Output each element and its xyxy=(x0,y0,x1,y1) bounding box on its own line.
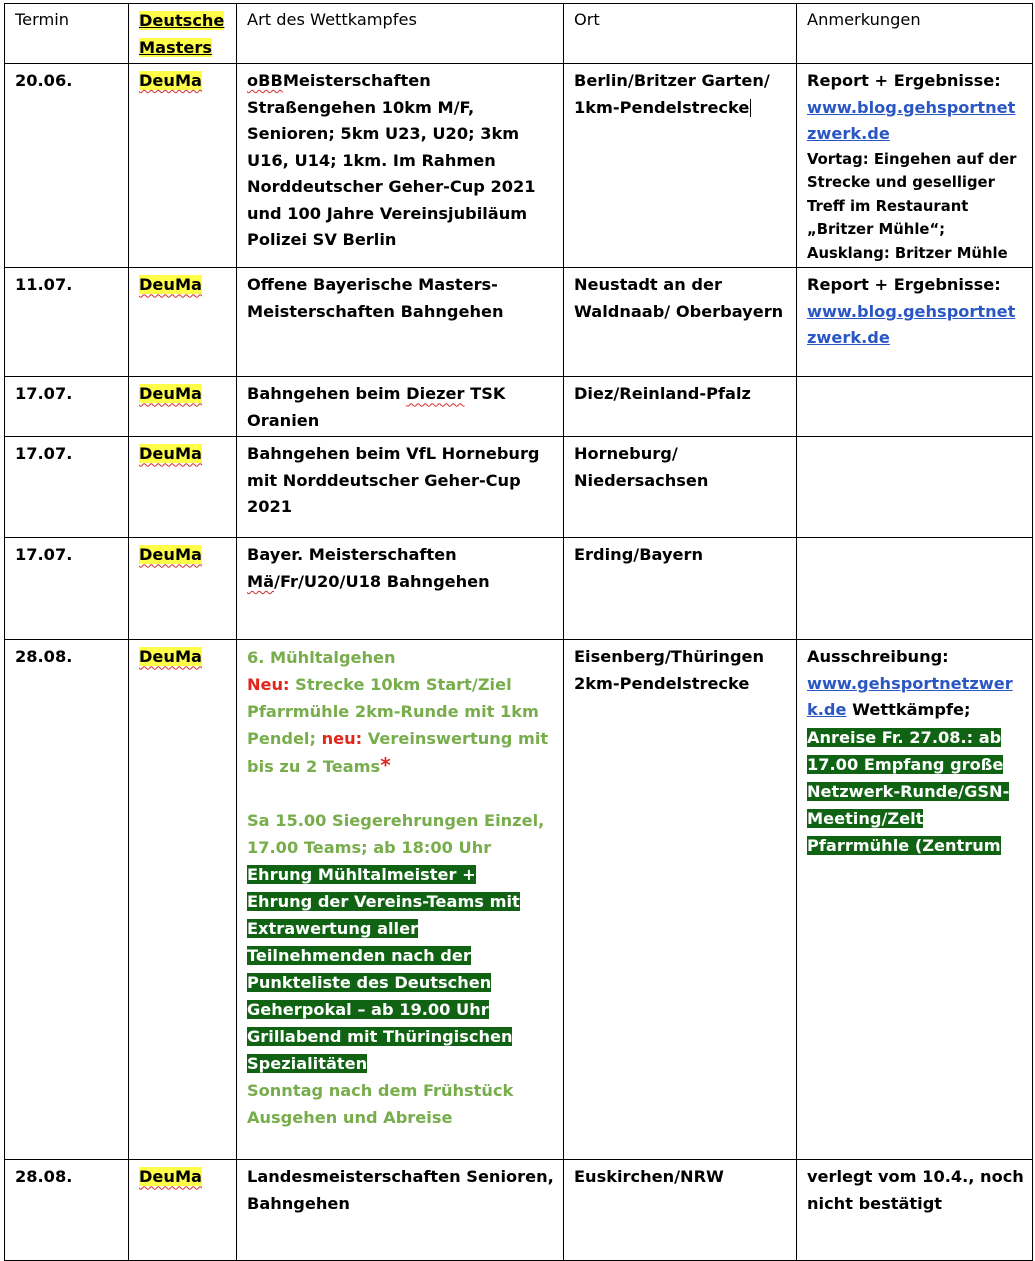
event-club-name: Diezer xyxy=(406,384,465,404)
deuma-tag: DeuMa xyxy=(139,71,202,90)
event-prefix: Bahngehen beim xyxy=(247,384,407,404)
note-cell xyxy=(797,64,1033,268)
note-extra: Vortag: Eingehen auf der Strecke und geselliger Treff im Restaurant „Britzer Mühle“; Ausklang: Britzer Mühle xyxy=(807,150,1017,262)
event-cell: Bahngehen beim VfL Horneburg mit Norddeutscher Geher-Cup 2021 xyxy=(237,437,564,538)
table-row xyxy=(5,437,1033,538)
tag-cell xyxy=(129,64,237,268)
table-row xyxy=(5,640,1033,1160)
gsn-link[interactable]: www.gehsportnetzwerk.de xyxy=(807,673,1013,720)
asterisk: * xyxy=(380,753,391,778)
note-label: Report + Ergebnisse: xyxy=(807,275,1001,295)
neu-label-1: Neu: xyxy=(247,675,290,695)
deuma-tag: DeuMa xyxy=(139,444,202,464)
header-anmerkungen: Anmerkungen xyxy=(797,4,1033,64)
event-cell xyxy=(237,64,564,268)
table-row xyxy=(5,377,1033,437)
header-masters-line1: Deutsche xyxy=(139,11,225,30)
header-masters-line2: Masters xyxy=(139,38,213,57)
note-cell xyxy=(797,437,1033,538)
events-table xyxy=(4,3,1033,1261)
highlighted-block xyxy=(247,861,555,1077)
highlight-line: Geherpokal – ab 19.00 Uhr xyxy=(247,1000,489,1020)
neu-text-2: Vereinswertung mit bis zu 2 Teams xyxy=(247,729,549,777)
location-cell: Euskirchen/NRW xyxy=(564,1160,797,1261)
event-cell: Offene Bayerische Masters-Meisterschaften Bahngehen xyxy=(237,268,564,377)
blog-link[interactable]: www.blog.gehsportnetzwerk.de xyxy=(807,301,1016,348)
tag-cell xyxy=(129,538,237,640)
table-row xyxy=(5,538,1033,640)
event-cell xyxy=(237,377,564,437)
highlight-line: Netzwerk-Runde/GSN- xyxy=(807,781,1010,801)
tag-cell xyxy=(129,268,237,377)
highlight-line: Extrawertung aller xyxy=(247,919,419,939)
date-cell: 17.07. xyxy=(5,538,129,640)
note-cell: verlegt vom 10.4., noch nicht bestätigt xyxy=(797,1160,1033,1261)
location-cell: Horneburg/ Niedersachsen xyxy=(564,437,797,538)
highlight-line: Anreise Fr. 27.08.: ab xyxy=(807,727,1002,747)
neu-text-1: Strecke 10km Start/Ziel Pfarrmühle 2km-Runde mit 1km Pendel; xyxy=(247,675,539,749)
sunday-text: Sonntag nach dem Frühstück Ausgehen und Abreise xyxy=(247,1081,514,1128)
highlight-line: Pfarrmühle (Zentrum xyxy=(807,835,1001,855)
deuma-tag: DeuMa xyxy=(139,647,202,667)
highlight-line: 17.00 Empfang große xyxy=(807,754,1004,774)
event-news xyxy=(247,671,555,780)
event-line-2-prefix: Mä xyxy=(247,571,275,591)
location-cell: Neustadt an der Waldnaab/ Oberbayern xyxy=(564,268,797,377)
text-cursor xyxy=(750,99,751,117)
date-cell: 20.06. xyxy=(5,64,129,268)
date-cell: 28.08. xyxy=(5,1160,129,1261)
note-after-link: Wettkämpfe; xyxy=(846,700,971,720)
note-link-line xyxy=(807,671,1024,724)
highlight-line: Ehrung der Vereins-Teams mit xyxy=(247,892,520,912)
note-label: Report + Ergebnisse: xyxy=(807,71,1001,90)
highlight-line: Grillabend mit Thüringischen xyxy=(247,1027,513,1047)
date-cell: 17.07. xyxy=(5,377,129,437)
header-deutsche-masters xyxy=(129,4,237,64)
note-cell xyxy=(797,640,1033,1160)
table-row xyxy=(5,1160,1033,1261)
location-cell: Diez/Reinland-Pfalz xyxy=(564,377,797,437)
neu-label-2: neu: xyxy=(321,729,363,749)
tag-cell xyxy=(129,640,237,1160)
event-line-2-rest: /Fr/U20/U18 Bahngehen xyxy=(274,571,490,591)
event-text: TSK Oranien xyxy=(247,384,506,430)
note-cell xyxy=(797,377,1033,437)
location-cell: Eisenberg/Thüringen 2km-Pendelstrecke xyxy=(564,640,797,1160)
highlight-line: Ehrung Mühltalmeister + xyxy=(247,865,476,885)
tag-cell xyxy=(129,1160,237,1261)
highlight-line: Punkteliste des Deutschen xyxy=(247,973,492,993)
header-art: Art des Wettkampfes xyxy=(237,4,564,64)
saturday-text: Sa 15.00 Siegerehrungen Einzel, 17.00 Teams; ab 18:00 Uhr xyxy=(247,811,545,858)
note-highlighted-block xyxy=(807,724,1024,859)
header-termin: Termin xyxy=(5,4,129,64)
event-cell xyxy=(237,640,564,1160)
deuma-tag: DeuMa xyxy=(139,384,202,404)
deuma-tag: DeuMa xyxy=(139,545,202,565)
date-cell: 17.07. xyxy=(5,437,129,538)
event-line-2 xyxy=(247,569,555,596)
date-cell: 28.08. xyxy=(5,640,129,1160)
deuma-tag: DeuMa xyxy=(139,275,202,295)
tag-cell xyxy=(129,437,237,538)
note-cell xyxy=(797,538,1033,640)
event-cell: Landesmeisterschaften Senioren, Bahngehen xyxy=(237,1160,564,1261)
header-ort: Ort xyxy=(564,4,797,64)
date-cell: 11.07. xyxy=(5,268,129,377)
event-title: 6. Mühltalgehen xyxy=(247,648,396,668)
tag-cell xyxy=(129,377,237,437)
highlight-line: Meeting/Zelt xyxy=(807,808,924,828)
location-cell: Erding/Bayern xyxy=(564,538,797,640)
table-row xyxy=(5,64,1033,268)
note-cell xyxy=(797,268,1033,377)
header-row xyxy=(5,4,1033,64)
event-prefix: oBB xyxy=(247,71,283,90)
event-cell xyxy=(237,538,564,640)
note-label: Ausschreibung: xyxy=(807,647,949,667)
highlight-line: Spezialitäten xyxy=(247,1054,368,1074)
deuma-tag: DeuMa xyxy=(139,1167,202,1187)
location-text: Berlin/Britzer Garten/ 1km-Pendelstrecke xyxy=(574,71,770,117)
highlight-line: Teilnehmenden nach der xyxy=(247,946,471,966)
event-line-1: Bayer. Meisterschaften xyxy=(247,545,457,565)
blog-link[interactable]: www.blog.gehsportnetzwerk.de xyxy=(807,97,1016,143)
location-cell xyxy=(564,64,797,268)
table-row xyxy=(5,268,1033,377)
event-text: Meisterschaften Straßengehen 10km M/F, Senioren; 5km U23, U20; 3km U16, U14; 1km. Im Rahmen Norddeutscher Geher-Cup 2021 und 100 Jahre Vereinsjubiläum Polizei SV Berlin xyxy=(247,71,536,249)
